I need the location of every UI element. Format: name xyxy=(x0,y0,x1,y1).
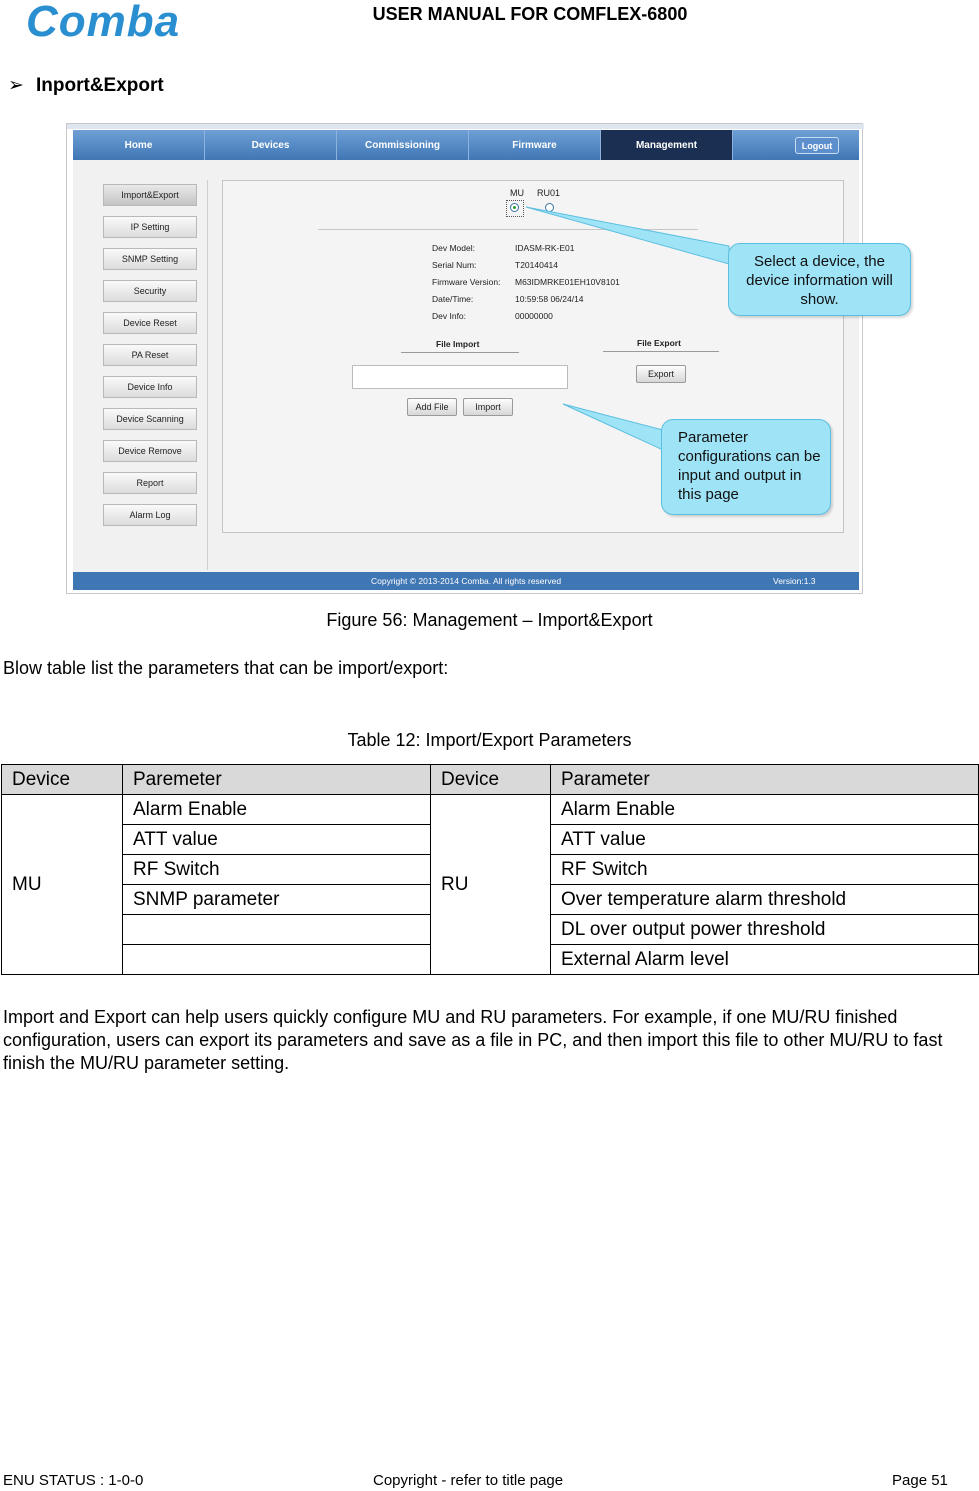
cell-mu-param: Alarm Enable xyxy=(123,795,431,825)
tab-commissioning[interactable]: Commissioning xyxy=(337,130,469,160)
footer-page: Page 51 xyxy=(892,1472,948,1489)
header-parameter: Parameter xyxy=(551,765,979,795)
cell-ru-param: RF Switch xyxy=(551,855,979,885)
section-heading xyxy=(8,74,164,97)
import-button[interactable]: Import xyxy=(463,398,513,416)
footer-copyright: Copyright - refer to title page xyxy=(373,1472,564,1489)
app-version: Version:1.3 xyxy=(773,576,816,586)
pointer-select xyxy=(526,207,729,264)
info-key: Date/Time: xyxy=(432,294,474,304)
parameters-table xyxy=(1,764,979,975)
file-export-title: File Export xyxy=(637,338,681,348)
info-key: Dev Info: xyxy=(432,311,467,321)
callout-parameter-config: Parameter configurations can be input and output in this page xyxy=(661,419,831,515)
radio-label-mu: MU xyxy=(510,188,524,198)
menu-report[interactable]: Report xyxy=(103,472,197,494)
header-device: Device xyxy=(2,765,123,795)
menu-security[interactable]: Security xyxy=(103,280,197,302)
tab-home[interactable]: Home xyxy=(73,130,205,160)
cell-ru-param: ATT value xyxy=(551,825,979,855)
menu-device-remove[interactable]: Device Remove xyxy=(103,440,197,462)
menu-device-scanning[interactable]: Device Scanning xyxy=(103,408,197,430)
table-row xyxy=(2,795,979,825)
app-copyright: Copyright © 2013-2014 Comba. All rights reserved xyxy=(371,576,562,586)
logout-button[interactable]: Logout xyxy=(795,137,839,154)
cell-ru-device: RU xyxy=(431,795,551,975)
comba-logo: Comba xyxy=(26,0,181,46)
menu-device-reset[interactable]: Device Reset xyxy=(103,312,197,334)
add-file-button[interactable]: Add File xyxy=(407,398,457,416)
menu-device-info[interactable]: Device Info xyxy=(103,376,197,398)
footer-status: ENU STATUS : 1-0-0 xyxy=(3,1472,144,1489)
info-value: 10:59:58 06/24/14 xyxy=(515,294,584,304)
info-value: T20140414 xyxy=(515,260,559,270)
cell-mu-device: MU xyxy=(2,795,123,975)
document-title: USER MANUAL FOR COMFLEX-6800 xyxy=(372,4,688,24)
cell-ru-param: Over temperature alarm threshold xyxy=(551,885,979,915)
menu-pa-reset[interactable]: PA Reset xyxy=(103,344,197,366)
export-button[interactable]: Export xyxy=(636,365,686,383)
info-key: Firmware Version: xyxy=(432,277,501,287)
menu-alarm-log[interactable]: Alarm Log xyxy=(103,504,197,526)
callout-pointers xyxy=(67,124,864,595)
cell-mu-param: SNMP parameter xyxy=(123,885,431,915)
info-value: 00000000 xyxy=(515,311,553,321)
section-title: Inport&Export xyxy=(36,75,164,96)
cell-mu-param xyxy=(123,945,431,975)
tab-management[interactable]: Management xyxy=(601,130,733,160)
info-key: Dev Model: xyxy=(432,243,475,253)
file-import-title: File Import xyxy=(436,339,480,349)
info-value: IDASM-RK-E01 xyxy=(515,243,575,253)
menu-ip-setting[interactable]: IP Setting xyxy=(103,216,197,238)
cell-ru-param: External Alarm level xyxy=(551,945,979,975)
info-value: M63IDMRKE01EH10V8101 xyxy=(515,277,620,287)
menu-import-export[interactable]: Import&Export xyxy=(103,184,197,206)
tab-firmware[interactable]: Firmware xyxy=(469,130,601,160)
cell-ru-param: Alarm Enable xyxy=(551,795,979,825)
bullet-arrow-icon: ➢ xyxy=(8,75,24,96)
figure-screenshot xyxy=(66,123,893,594)
intro-text: Blow table list the parameters that can be import/export: xyxy=(3,658,449,678)
table-caption: Table 12: Import/Export Parameters xyxy=(347,730,632,750)
cell-ru-param: DL over output power threshold xyxy=(551,915,979,945)
callout-select-device: Select a device, the device information will show. xyxy=(728,243,911,316)
figure-caption: Figure 56: Management – Import&Export xyxy=(326,610,653,630)
info-key: Serial Num: xyxy=(432,260,477,270)
menu-snmp-setting[interactable]: SNMP Setting xyxy=(103,248,197,270)
radio-label-ru: RU01 xyxy=(537,188,561,198)
tab-devices[interactable]: Devices xyxy=(205,130,337,160)
body-paragraph: Import and Export can help users quickly configure MU and RU parameters. For example, if one MU/RU finished configuration, users can export its parameters and save as a file in PC, and then import this file to other MU/RU to fast finish the MU/RU parameter setting. xyxy=(3,1007,943,1073)
cell-mu-param: RF Switch xyxy=(123,855,431,885)
cell-mu-param xyxy=(123,915,431,945)
header-paremeter: Paremeter xyxy=(123,765,431,795)
header-device: Device xyxy=(431,765,551,795)
table-header-row xyxy=(2,765,979,795)
pointer-param xyxy=(563,404,663,450)
cell-mu-param: ATT value xyxy=(123,825,431,855)
